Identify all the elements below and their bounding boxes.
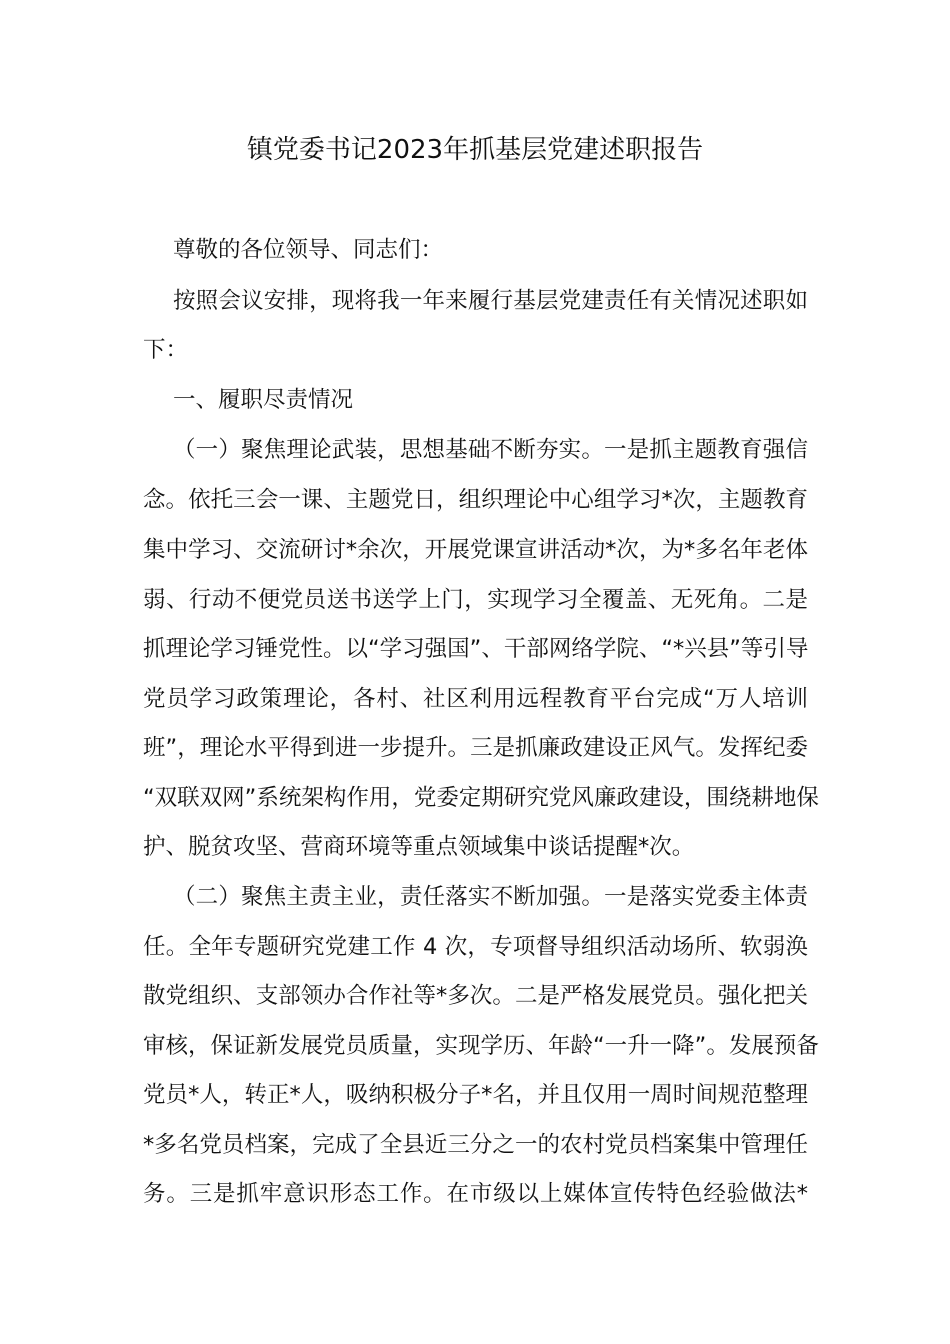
paragraph-line: 护、脱贫攻坚、营商环境等重点领域集中谈话提醒*次。 <box>143 834 695 860</box>
paragraph-line: 散党组织、支部领办合作社等*多次。二是严格发展党员。强化把关 <box>143 983 808 1009</box>
salutation-line: 尊敬的各位领导、同志们： <box>173 237 444 263</box>
paragraph-line: 弱、行动不便党员送书送学上门，实现学习全覆盖、无死角。二是 <box>143 587 808 613</box>
paragraph-line: 任。全年专题研究党建工作 4 次，专项督导组织活动场所、软弱涣 <box>143 934 808 960</box>
paragraph-line: 念。依托三会一课、主题党日，组织理论中心组学习*次，主题教育 <box>143 487 808 513</box>
paragraph-line: 下： <box>143 337 189 363</box>
paragraph-line: 党员学习政策理论，各村、社区利用远程教育平台完成“万人培训 <box>143 686 808 712</box>
paragraph-line: *多名党员档案，完成了全县近三分之一的农村党员档案集中管理任 <box>143 1132 808 1158</box>
paragraph-line: 抓理论学习锤党性。以“学习强国”、干部网络学院、“*兴县”等引导 <box>143 636 809 662</box>
document-title: 镇党委书记2023年抓基层党建述职报告 <box>246 135 704 165</box>
paragraph-line: “双联双网”系统架构作用，党委定期研究党风廉政建设，围绕耕地保 <box>143 785 819 811</box>
paragraph-line: 审核，保证新发展党员质量，实现学历、年龄“一升一降”。发展预备 <box>143 1033 819 1059</box>
paragraph-line: 集中学习、交流研讨*余次，开展党课宣讲活动*次，为*多名年老体 <box>143 537 808 563</box>
paragraph-line: 班”，理论水平得到进一步提升。三是抓廉政建设正风气。发挥纪委 <box>143 735 808 761</box>
paragraph-line: 党员*人，转正*人，吸纳积极分子*名，并且仅用一周时间规范整理 <box>143 1082 808 1108</box>
paragraph-line: 务。三是抓牢意识形态工作。在市级以上媒体宣传特色经验做法* <box>143 1181 808 1207</box>
paragraph-line: 按照会议安排，现将我一年来履行基层党建责任有关情况述职如 <box>173 288 808 314</box>
paragraph-line: （二）聚焦主责主业，责任落实不断加强。一是落实党委主体责 <box>173 884 808 910</box>
section-heading: 一、履职尽责情况 <box>173 387 354 413</box>
paragraph-line: （一）聚焦理论武装，思想基础不断夯实。一是抓主题教育强信 <box>173 437 808 463</box>
